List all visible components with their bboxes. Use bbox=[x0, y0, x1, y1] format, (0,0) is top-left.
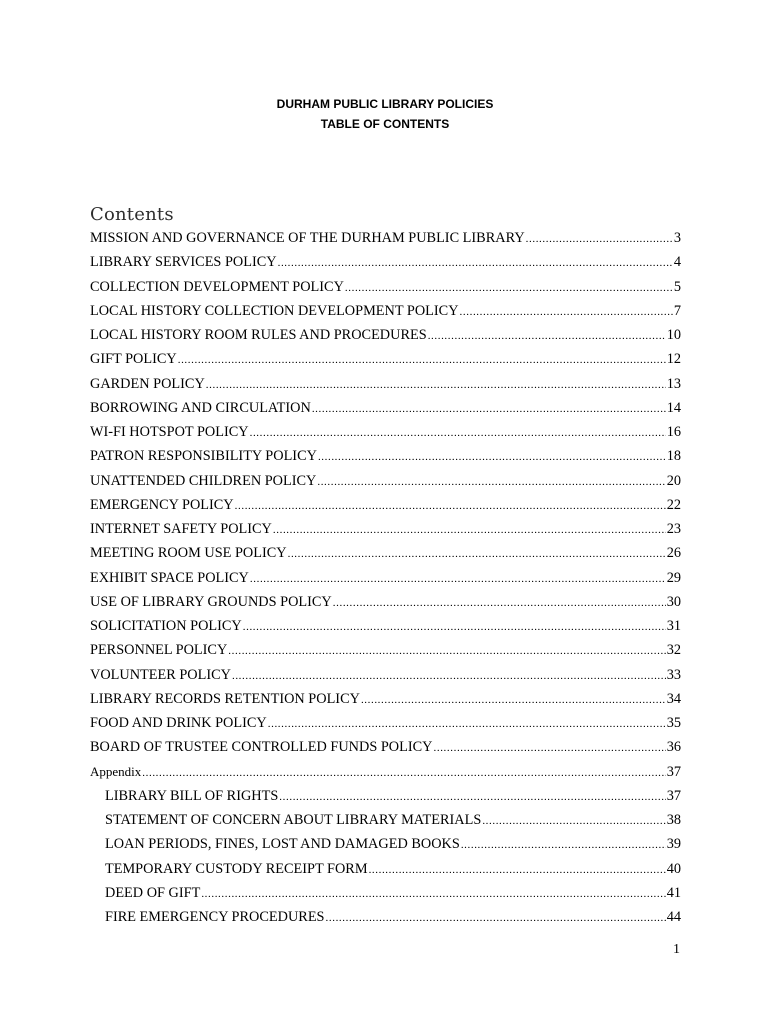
toc-entry-meeting-room[interactable] bbox=[90, 543, 681, 567]
toc-page-number: 16 bbox=[666, 424, 681, 440]
toc-leader bbox=[318, 447, 666, 467]
toc-leader bbox=[250, 569, 666, 589]
toc-page-number: 44 bbox=[666, 909, 681, 925]
toc-entry-solicitation[interactable] bbox=[90, 616, 681, 640]
contents-heading: Contents bbox=[90, 204, 174, 225]
toc-leader bbox=[428, 326, 666, 346]
toc-entry-title: PERSONNEL POLICY bbox=[90, 642, 228, 659]
toc-entry-title: COLLECTION DEVELOPMENT POLICY bbox=[90, 278, 344, 295]
toc-entry-title: TEMPORARY CUSTODY RECEIPT FORM bbox=[105, 860, 368, 877]
toc-leader bbox=[369, 860, 666, 880]
toc-entry-borrowing-circulation[interactable] bbox=[90, 398, 681, 422]
toc-leader bbox=[288, 544, 666, 564]
toc-page-number: 41 bbox=[666, 884, 681, 901]
toc-entry-title: LOCAL HISTORY ROOM RULES AND PROCEDURES bbox=[90, 327, 427, 343]
toc-entry-volunteer[interactable] bbox=[90, 665, 681, 689]
toc-entry-trustee-funds[interactable] bbox=[90, 737, 681, 761]
toc-entry-internet-safety[interactable] bbox=[90, 519, 681, 543]
toc-entry-title: MISSION AND GOVERNANCE OF THE DURHAM PUBLIC LIBRARY bbox=[90, 230, 525, 246]
toc-entry-records-retention[interactable] bbox=[90, 689, 681, 713]
toc-page-number: 35 bbox=[666, 715, 681, 731]
toc-page-number: 29 bbox=[666, 569, 681, 586]
toc-entry-emergency-policy[interactable] bbox=[90, 495, 681, 519]
toc-page-number: 12 bbox=[666, 351, 681, 368]
toc-entry-title: LOAN PERIODS, FINES, LOST AND DAMAGED BOOKS bbox=[105, 836, 460, 853]
toc-entry-fire-emergency[interactable] bbox=[90, 907, 681, 931]
toc-leader bbox=[526, 229, 673, 249]
toc-entry-title: FOOD AND DRINK POLICY bbox=[90, 715, 267, 731]
toc-leader bbox=[268, 714, 666, 734]
document-header bbox=[0, 94, 770, 134]
table-of-contents bbox=[90, 228, 681, 931]
toc-page-number: 4 bbox=[673, 254, 681, 271]
toc-page-number: 34 bbox=[666, 690, 681, 707]
toc-page-number: 32 bbox=[666, 642, 681, 659]
toc-leader bbox=[460, 302, 673, 322]
toc-entry-title: INTERNET SAFETY POLICY bbox=[90, 521, 272, 537]
toc-page-number: 40 bbox=[666, 860, 681, 877]
toc-entry-bill-of-rights[interactable] bbox=[90, 786, 681, 810]
toc-leader bbox=[278, 253, 673, 273]
toc-entry-title: EMERGENCY POLICY bbox=[90, 496, 234, 513]
toc-page-number: 33 bbox=[666, 666, 681, 683]
toc-entry-mission[interactable] bbox=[90, 228, 681, 252]
toc-entry-gift-policy[interactable] bbox=[90, 349, 681, 373]
document-subtitle: TABLE OF CONTENTS bbox=[320, 117, 450, 131]
toc-page-number: 30 bbox=[666, 593, 681, 610]
toc-entry-title: GIFT POLICY bbox=[90, 351, 177, 368]
toc-page-number: 38 bbox=[666, 812, 681, 828]
toc-entry-personnel[interactable] bbox=[90, 640, 681, 664]
toc-entry-title: SOLICITATION POLICY bbox=[90, 618, 242, 634]
toc-entry-collection-development[interactable] bbox=[90, 277, 681, 301]
toc-entry-title: LOCAL HISTORY COLLECTION DEVELOPMENT POLICY bbox=[90, 302, 459, 319]
document-title: DURHAM PUBLIC LIBRARY POLICIES bbox=[276, 97, 494, 111]
toc-page-number: 14 bbox=[666, 399, 681, 416]
toc-page-number: 31 bbox=[666, 618, 681, 634]
toc-entry-title: MEETING ROOM USE POLICY bbox=[90, 545, 287, 562]
toc-entry-title: LIBRARY SERVICES POLICY bbox=[90, 254, 277, 271]
toc-page-number: 39 bbox=[666, 836, 681, 853]
toc-leader bbox=[333, 593, 666, 613]
toc-leader bbox=[201, 884, 665, 904]
toc-leader bbox=[482, 811, 665, 831]
toc-entry-patron-responsibility[interactable] bbox=[90, 446, 681, 470]
toc-entry-title: LIBRARY RECORDS RETENTION POLICY bbox=[90, 690, 360, 707]
toc-leader bbox=[434, 738, 666, 758]
toc-page-number: 36 bbox=[666, 739, 681, 756]
toc-entry-title: Appendix bbox=[90, 763, 142, 779]
toc-entry-title: VOLUNTEER POLICY bbox=[90, 666, 231, 683]
toc-leader bbox=[142, 763, 665, 783]
toc-entry-title: BOARD OF TRUSTEE CONTROLLED FUNDS POLICY bbox=[90, 739, 433, 756]
toc-page-number: 37 bbox=[666, 763, 681, 780]
toc-entry-local-history-collection[interactable] bbox=[90, 301, 681, 325]
toc-entry-local-history-room[interactable] bbox=[90, 325, 681, 349]
toc-entry-exhibit-space[interactable] bbox=[90, 568, 681, 592]
toc-leader bbox=[273, 520, 666, 540]
toc-leader bbox=[228, 641, 665, 661]
toc-entry-title: WI-FI HOTSPOT POLICY bbox=[90, 424, 249, 440]
toc-entry-title: EXHIBIT SPACE POLICY bbox=[90, 569, 249, 586]
toc-leader bbox=[206, 375, 666, 395]
toc-page-number: 26 bbox=[666, 545, 681, 562]
toc-leader bbox=[235, 496, 666, 516]
toc-leader bbox=[312, 399, 666, 419]
toc-entry-title: LIBRARY BILL OF RIGHTS bbox=[105, 787, 279, 804]
toc-leader bbox=[250, 423, 666, 443]
toc-entry-custody-receipt[interactable] bbox=[90, 859, 681, 883]
toc-entry-library-grounds[interactable] bbox=[90, 592, 681, 616]
toc-leader bbox=[326, 908, 666, 928]
toc-entry-garden-policy[interactable] bbox=[90, 374, 681, 398]
toc-entry-deed-of-gift[interactable] bbox=[90, 883, 681, 907]
toc-page-number: 18 bbox=[666, 448, 681, 465]
toc-entry-title: FIRE EMERGENCY PROCEDURES bbox=[105, 909, 325, 925]
toc-entry-title: UNATTENDED CHILDREN POLICY bbox=[90, 472, 317, 489]
toc-leader bbox=[361, 690, 666, 710]
toc-page-number: 37 bbox=[666, 787, 681, 804]
toc-entry-library-services[interactable] bbox=[90, 252, 681, 276]
toc-leader bbox=[178, 350, 666, 370]
toc-leader bbox=[461, 835, 666, 855]
toc-entry-food-drink[interactable] bbox=[90, 713, 681, 737]
toc-leader bbox=[279, 787, 665, 807]
footer-page-number: 1 bbox=[673, 942, 680, 957]
toc-entry-statement-of-concern[interactable] bbox=[90, 810, 681, 834]
toc-page-number: 20 bbox=[666, 472, 681, 489]
toc-entry-wifi-hotspot[interactable] bbox=[90, 422, 681, 446]
toc-page-number: 7 bbox=[673, 302, 681, 319]
toc-leader bbox=[232, 666, 666, 686]
toc-entry-title: GARDEN POLICY bbox=[90, 375, 205, 392]
toc-page-number: 5 bbox=[673, 278, 681, 295]
toc-entry-title: PATRON RESPONSIBILITY POLICY bbox=[90, 448, 317, 465]
toc-page-number: 3 bbox=[673, 230, 681, 246]
toc-leader bbox=[317, 472, 665, 492]
toc-leader bbox=[243, 617, 666, 637]
toc-page-number: 13 bbox=[666, 375, 681, 392]
toc-entry-title: STATEMENT OF CONCERN ABOUT LIBRARY MATERIALS bbox=[105, 812, 482, 828]
toc-page-number: 22 bbox=[666, 496, 681, 513]
toc-leader bbox=[345, 278, 673, 298]
toc-entry-title: USE OF LIBRARY GROUNDS POLICY bbox=[90, 593, 332, 610]
toc-entry-unattended-children[interactable] bbox=[90, 471, 681, 495]
toc-page-number: 23 bbox=[666, 521, 681, 537]
toc-entry-appendix[interactable] bbox=[90, 762, 681, 786]
toc-entry-loan-periods[interactable] bbox=[90, 834, 681, 858]
toc-entry-title: DEED OF GIFT bbox=[105, 884, 201, 901]
toc-entry-title: BORROWING AND CIRCULATION bbox=[90, 399, 311, 416]
toc-page-number: 10 bbox=[666, 327, 681, 343]
